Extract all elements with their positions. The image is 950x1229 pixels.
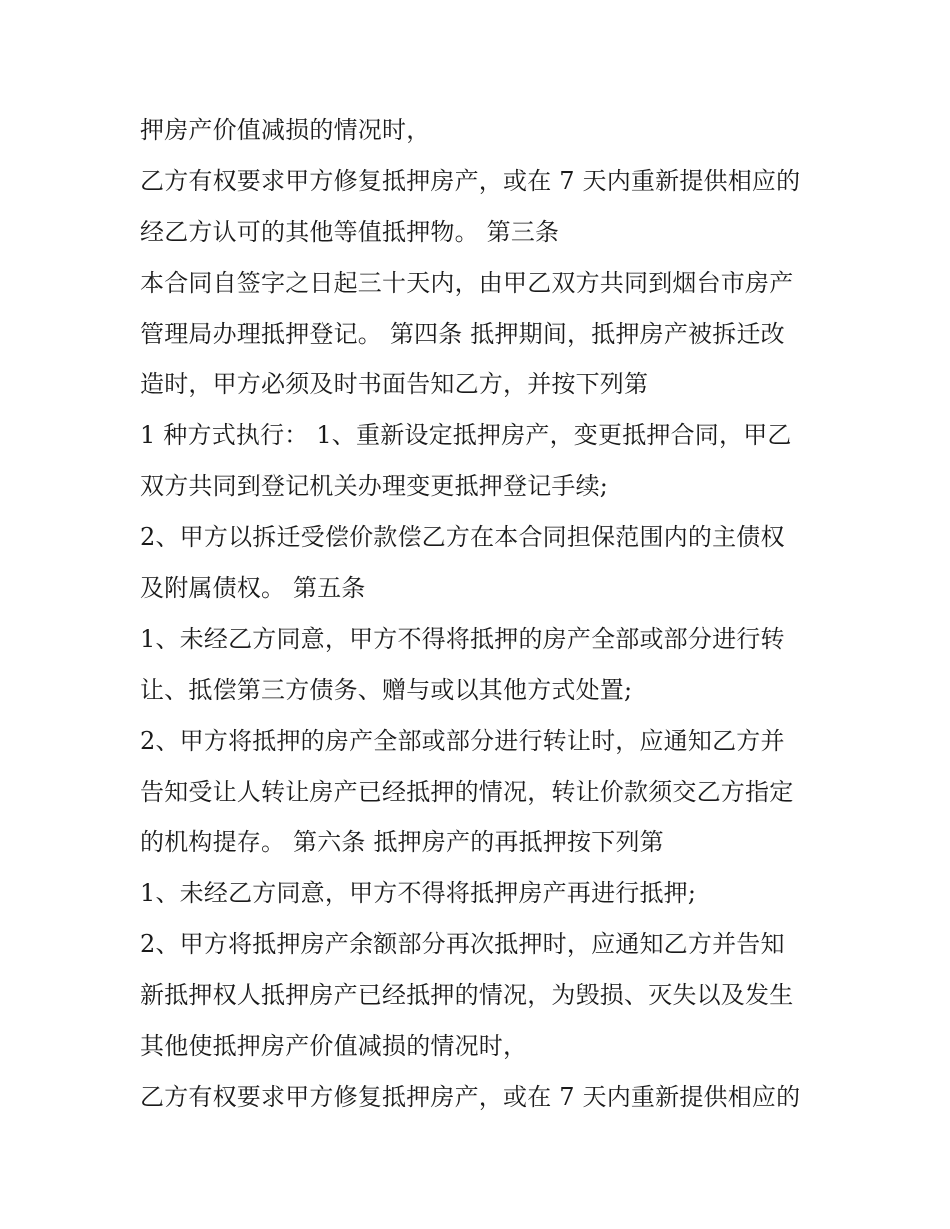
text-line: 乙方有权要求甲方修复抵押房产，或在 7 天内重新提供相应的: [140, 1082, 801, 1111]
text-line: 新抵押权人抵押房产已经抵押的情况，为毁损、灭失以及发生: [140, 981, 794, 1010]
text-line: 让、抵偿第三方债务、赠与或以其他方式处置;: [140, 675, 633, 704]
text-line: 1 种方式执行： 1、重新设定抵押房产，变更抵押合同，甲乙: [140, 421, 792, 450]
text-line: 押房产价值减损的情况时，: [140, 116, 431, 144]
text-line: 告知受让人转让房产已经抵押的情况，转让价款须交乙方指定: [140, 777, 794, 806]
text-line: 2、甲方以拆迁受偿价款偿乙方在本合同担保范围内的主债权: [140, 523, 785, 552]
text-line: 双方共同到登记机关办理变更抵押登记手续;: [140, 472, 609, 501]
text-line: 本合同自签字之日起三十天内，由甲乙双方共同到烟台市房产: [140, 268, 794, 297]
text-line: 经乙方认可的其他等值抵押物。 第三条: [140, 217, 560, 246]
document-body: [140, 105, 820, 1123]
text-line: 1、未经乙方同意，甲方不得将抵押的房产全部或部分进行转: [140, 624, 785, 653]
text-line: 2、甲方将抵押房产余额部分再次抵押时，应通知乙方并告知: [140, 930, 785, 959]
text-line: 的机构提存。 第六条 抵押房产的再抵押按下列第: [140, 828, 664, 857]
text-line: 乙方有权要求甲方修复抵押房产，或在 7 天内重新提供相应的: [140, 166, 801, 195]
text-line: 及附属债权。 第五条: [140, 574, 366, 603]
text-line: 1、未经乙方同意，甲方不得将抵押房产再进行抵押;: [140, 879, 697, 908]
text-line: 其他使抵押房产价值减损的情况时，: [140, 1032, 528, 1061]
text-line: 2、甲方将抵押的房产全部或部分进行转让时，应通知乙方并: [140, 726, 785, 755]
text-line: 造时，甲方必须及时书面告知乙方，并按下列第: [140, 370, 649, 399]
text-line: 管理局办理抵押登记。 第四条 抵押期间，抵押房产被拆迁改: [140, 319, 785, 348]
